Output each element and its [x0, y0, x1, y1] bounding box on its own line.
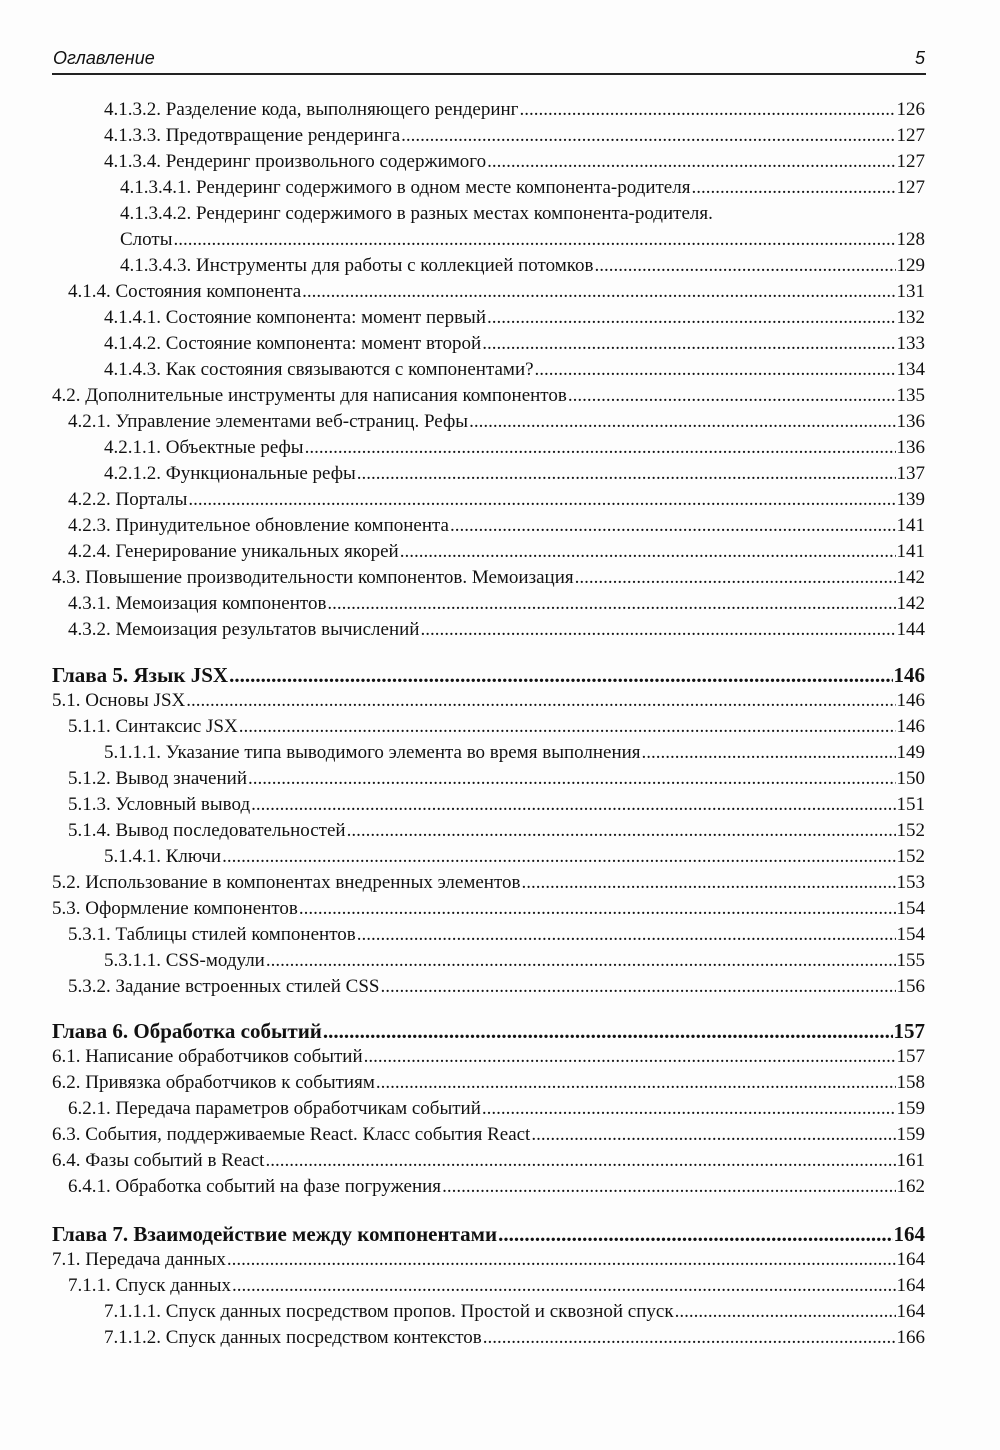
- running-header-title: Оглавление: [53, 48, 155, 68]
- toc-entry: 5.3.2. Задание встроенных стилей CSS ..... 156: [68, 975, 925, 999]
- toc-entry: 5.3.1. Таблицы стилей компонентов ..... 154: [68, 923, 925, 947]
- toc-entry: 6.3. События, поддерживаемые React. Класс события React ..... 159: [52, 1123, 925, 1147]
- toc-entry: 4.3.2. Мемоизация результатов вычислений ..... 144: [68, 618, 925, 642]
- toc-entry: 5.3. Оформление компонентов ..... 154: [52, 897, 925, 921]
- toc-entry: 6.4. Фазы событий в React ..... 161: [52, 1149, 925, 1173]
- toc-entry: 4.1.3.3. Предотвращение рендеринга ..... 127: [104, 124, 925, 148]
- toc-entry: 7.1.1.1. Спуск данных посредством пропов. Простой и сквозной спуск ..... 164: [104, 1300, 925, 1324]
- toc-entry: 6.2. Привязка обработчиков к событиям ..... 158: [52, 1071, 925, 1095]
- toc-entry: 4.1.3.4.3. Инструменты для работы с коллекцией потомков ..... 129: [120, 254, 925, 278]
- toc-entry: 5.1.3. Условный вывод ..... 151: [68, 793, 925, 817]
- toc-entry: 6.1. Написание обработчиков событий ..... 157: [52, 1045, 925, 1069]
- toc-entry: 4.1.4.3. Как состояния связываются с компонентами? ..... 134: [104, 358, 925, 382]
- page-number: 5: [914, 48, 925, 68]
- toc-entry: 4.2. Дополнительные инструменты для написания компонентов ..... 135: [52, 384, 925, 408]
- toc-entry: 6.4.1. Обработка событий на фазе погружения ..... 162: [68, 1175, 925, 1199]
- toc-entry: 5.1. Основы JSX ..... 146: [52, 689, 925, 713]
- toc-entry: 4.1.4. Состояния компонента ..... 131: [68, 280, 925, 304]
- toc-entry: 4.2.4. Генерирование уникальных якорей ..... 141: [68, 540, 925, 564]
- toc-entry: 4.2.1.1. Объектные рефы ..... 136: [104, 436, 925, 460]
- toc-entry: 5.1.1. Синтаксис JSX ..... 146: [68, 715, 925, 739]
- toc-entry: 6.2.1. Передача параметров обработчикам событий ..... 159: [68, 1097, 925, 1121]
- toc-entry: 4.2.2. Порталы ..... 139: [68, 488, 925, 512]
- toc-entry: 4.3.1. Мемоизация компонентов ..... 142: [68, 592, 925, 616]
- toc-entry: 5.1.1.1. Указание типа выводимого элемента во время выполнения ..... 149: [104, 741, 925, 765]
- toc-entry: 4.2.1. Управление элементами веб-страниц. Рефы ..... 136: [68, 410, 925, 434]
- toc-entry: 5.1.4.1. Ключи ..... 152: [104, 845, 925, 869]
- toc-entry: 4.2.1.2. Функциональные рефы ..... 137: [104, 462, 925, 486]
- toc-entry: 7.1. Передача данных ..... 164: [52, 1248, 925, 1272]
- toc-entry: 7.1.1.2. Спуск данных посредством контекстов ..... 166: [104, 1326, 925, 1350]
- toc-entry: 4.1.3.4. Рендеринг произвольного содержимого ..... 127: [104, 150, 925, 174]
- toc-entry: 4.1.3.4.1. Рендеринг содержимого в одном месте компонента-родителя ..... 127: [120, 176, 925, 200]
- toc-entry: 7.1.1. Спуск данных ..... 164: [68, 1274, 925, 1298]
- toc-entry-first-line: 4.1.3.4.2. Рендеринг содержимого в разных местах компонента-родителя.: [120, 203, 713, 224]
- toc-entry: 4.1.4.2. Состояние компонента: момент второй ..... 133: [104, 332, 925, 356]
- toc-entry: 5.1.4. Вывод последовательностей ..... 152: [68, 819, 925, 843]
- toc-entry: 4.1.3.2. Разделение кода, выполняющего рендеринг ..... 126: [104, 98, 925, 122]
- toc-entry: 4.3. Повышение производительности компонентов. Мемоизация ..... 142: [52, 566, 925, 590]
- toc-chapter-heading: Глава 6. Обработка событий ..... 157: [52, 1019, 925, 1043]
- toc-entry: Слоты ..... 128: [120, 228, 925, 252]
- toc-entry: 4.2.3. Принудительное обновление компонента ..... 141: [68, 514, 925, 538]
- toc-chapter-heading: Глава 5. Язык JSX ..... 146: [52, 663, 925, 687]
- toc-entry: 5.1.2. Вывод значений ..... 150: [68, 767, 925, 791]
- toc-entry: 5.2. Использование в компонентах внедренных элементов ..... 153: [52, 871, 925, 895]
- toc-chapter-heading: Глава 7. Взаимодействие между компонентами ..... 164: [52, 1222, 925, 1246]
- toc-entry: 5.3.1.1. CSS-модули ..... 155: [104, 949, 925, 973]
- toc-entry: 4.1.4.1. Состояние компонента: момент первый ..... 132: [104, 306, 925, 330]
